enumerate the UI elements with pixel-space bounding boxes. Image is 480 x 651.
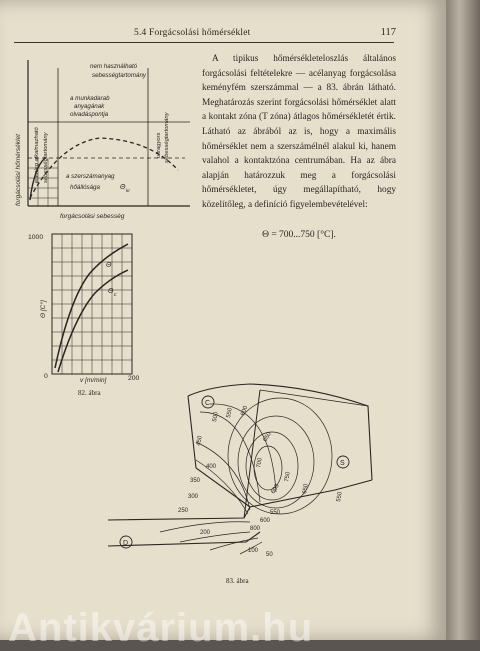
page-number: 117 <box>380 27 396 38</box>
figure-83-caption: 83. ábra <box>226 577 249 585</box>
zone-right-line2: sebességtartomány <box>164 112 170 163</box>
zone-right-line1: ultragyors <box>156 132 162 158</box>
tool-line1: a szerszámanyag <box>66 173 115 180</box>
isotherm-label: 50 <box>266 552 273 558</box>
figure-82 <box>0 48 200 388</box>
zone-s-label: S <box>340 460 345 467</box>
isotherm-label: 550 <box>226 407 234 419</box>
isotherm-label: 600 <box>260 518 271 524</box>
melt-line3: olvadáspontja <box>70 111 109 118</box>
running-header <box>14 22 394 43</box>
figure-83 <box>100 382 400 582</box>
isotherm-label: 350 <box>190 478 201 484</box>
tool-line2: hőállósága <box>70 184 100 191</box>
y-tick-bottom: 0 <box>44 373 48 380</box>
watermark: Antikvárium.hu <box>8 606 314 650</box>
isotherm-label: 650 <box>302 483 310 495</box>
isotherm-label: 500 <box>212 411 220 423</box>
melt-line1: a munkadarab <box>70 95 110 102</box>
curve-theta-c <box>58 270 128 372</box>
upper-xlabel: forgácsolási sebesség <box>60 213 125 220</box>
zone-left-line1: jelenleg alkalmazható <box>34 127 40 183</box>
x-tick-right: 200 <box>128 375 140 382</box>
figure-82-lower <box>28 234 140 384</box>
isotherm-label: 650 <box>262 431 273 443</box>
lower-ylabel: Θ [C°] <box>40 300 47 318</box>
isotherm-label: 550 <box>336 491 344 503</box>
page-edge <box>446 0 480 640</box>
body-paragraph <box>202 52 396 213</box>
curve-theta-c-label: Θ <box>108 288 114 295</box>
isotherm-label: 800 <box>250 526 261 532</box>
theta-kr: Θ <box>120 184 126 191</box>
isotherm-label: 300 <box>188 494 199 500</box>
paragraph-text: A tipikus hőmérsékleteloszlás általános forgácsolási feltételekre — acélanyag forgácsolása keményfém szerszámmal — a 83. ábrán látható. Meghatározás szerint forgácsolási hőmérséklet alatt a kontakt zóna (T zóna) átlagos hőmérsékletét értik. Látható az ábrából az is, hogy a maximális hőmérséklet nem a szerszámélnél alakul ki, hanem valahol a kontaktzóna centrumában. Ha az ábra alapján határozzuk meg a forgácsolási hőmérsékletet, úgy megállapítható, hogy közelítőleg, a definíció figyelembevételével: <box>202 54 396 210</box>
theta-kr-sub: kr <box>126 189 130 194</box>
zone-left-line2: sebességtartomány <box>43 132 49 183</box>
y-tick-top: 1000 <box>28 234 44 241</box>
section-title: 5.4 Forgácsolási hőmérséklet <box>134 28 251 38</box>
upper-ylabel: forgácsolási hőmérséklet <box>15 134 22 206</box>
figure-82-caption: 82. ábra <box>78 389 101 397</box>
isotherm-label: 700 <box>256 457 264 469</box>
isotherm-label: 450 <box>196 435 204 447</box>
isotherm-label: 600 <box>270 483 281 495</box>
isotherm-label: 600 <box>240 405 250 417</box>
isotherm-label: 550 <box>270 510 281 516</box>
isotherm-label: 100 <box>248 548 259 554</box>
curve-theta-label: Θ <box>106 262 112 269</box>
isotherm-label: 250 <box>178 508 189 514</box>
zone-top-line1: nem használható <box>90 63 138 70</box>
figure-82-upper <box>15 60 190 220</box>
zone-c-label: C <box>205 400 211 407</box>
isotherm-label: 750 <box>284 471 292 483</box>
isotherm-label: 400 <box>206 464 217 470</box>
zone-d-label: D <box>123 540 129 547</box>
isotherm-label: 200 <box>200 530 211 536</box>
lower-xlabel: v [m/min] <box>80 377 107 384</box>
formula: Θ = 700...750 [°C]. <box>262 230 336 240</box>
melt-line2: anyagának <box>74 103 105 110</box>
curve-theta-c-sub: c <box>114 292 117 298</box>
zone-top-line2: sebességtartomány <box>92 72 146 79</box>
